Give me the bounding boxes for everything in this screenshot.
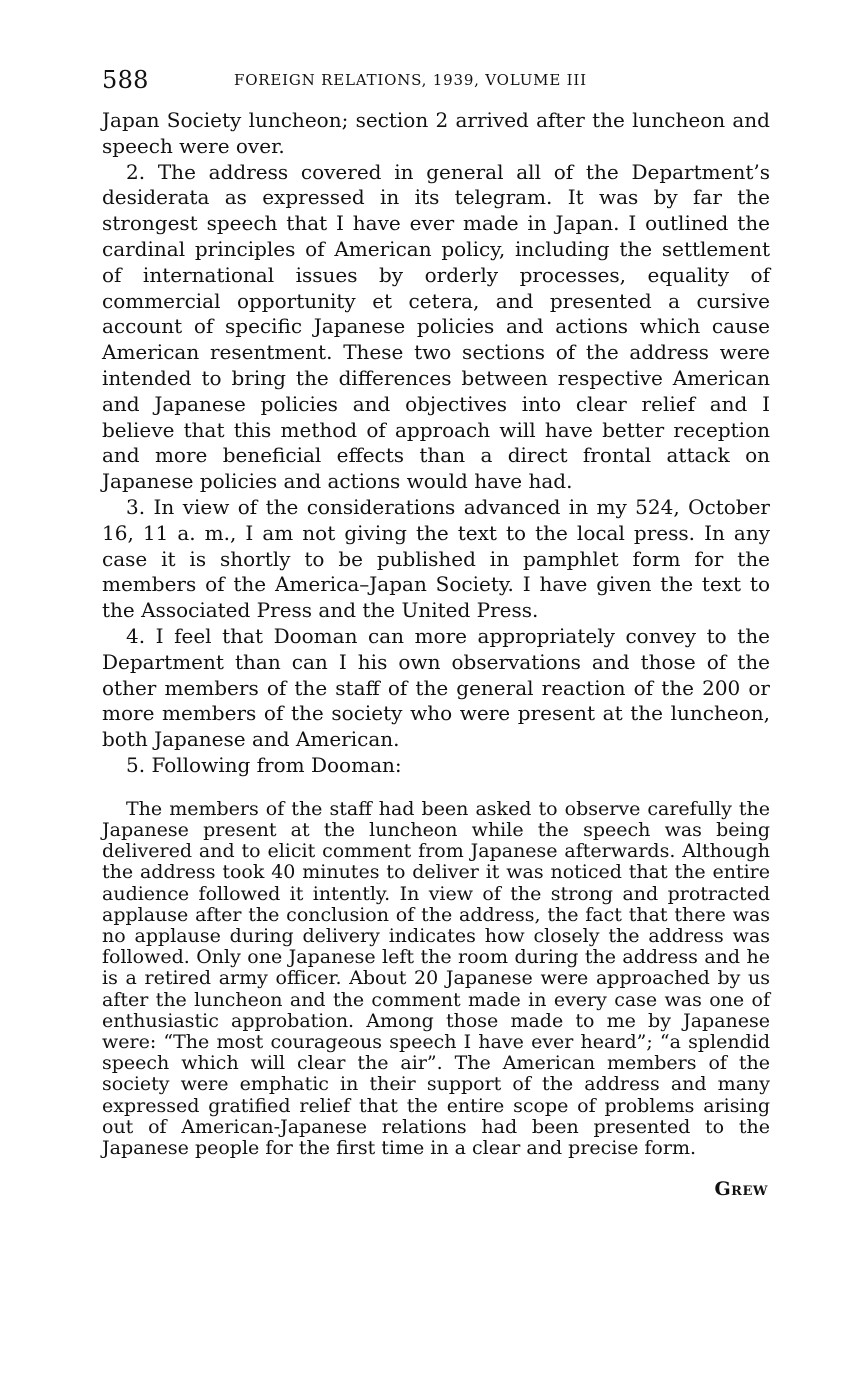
signature: Grew	[714, 1178, 768, 1201]
running-title: FOREIGN RELATIONS, 1939, VOLUME III	[234, 71, 587, 89]
document-page	[102, 66, 770, 1200]
quoted-report: The members of the staff had been asked to observe carefully the Japanese present at the luncheon while the speech was being delivered and to elicit comment from Japanese afterwards. Although the address took 40 minutes to deliver it was noticed that the entire audience followed it intently. In view of the strong and protracted applause after the conclusion of the address, the fact that there was no applause during delivery indicates how closely the address was followed. Only one Japanese left the room during the address and he is a retired army officer. About 20 Japanese were approached by us after the luncheon and the comment made in every case was one of enthusiastic approbation. Among those made to me by Japanese were: “The most courageous speech I have ever heard”; “a splendid speech which will clear the air”. The American members of the society were emphatic in their support of the address and many expressed gratified relief that the entire scope of problems arising out of American-Japanese relations had been presented to the Japanese people for the first time in a clear and precise form.	[102, 797, 770, 1159]
paragraph-2: 2. The address covered in general all of the Department’s desiderata as expressed in its telegram. It was by far the strongest speech that I have ever made in Japan. I outlined the cardinal principles of American policy, including the settlement of international issues by orderly processes, equality of commercial opportunity et cetera, and presented a cursive account of specific Japanese policies and actions which cause American resentment. These two sections of the address were intended to bring the differences between respective American and Japanese policies and objectives into clear relief and I believe that this method of approach will have better reception and more beneficial effects than a direct frontal attack on Japanese policies and actions would have had.	[102, 159, 770, 494]
paragraph-3: 3. In view of the considerations advanced in my 524, October 16, 11 a. m., I am not giving the text to the local press. In any case it is shortly to be published in pamphlet form for the members of the America–Japan Society. I have given the text to the Associated Press and the United Press.	[102, 494, 770, 623]
running-head	[102, 66, 770, 100]
document-body	[102, 108, 770, 779]
paragraph-4: 4. I feel that Dooman can more appropriately convey to the Department than can I his own observations and those of the other members of the staff of the general reaction of the 200 or more members of the society who were present at the luncheon, both Japanese and American.	[102, 623, 770, 752]
paragraph-5: 5. Following from Dooman:	[126, 752, 402, 777]
page-number: 588	[102, 66, 149, 94]
paragraph-continuation: Japan Society luncheon; section 2 arrived after the luncheon and speech were over.	[102, 108, 770, 158]
